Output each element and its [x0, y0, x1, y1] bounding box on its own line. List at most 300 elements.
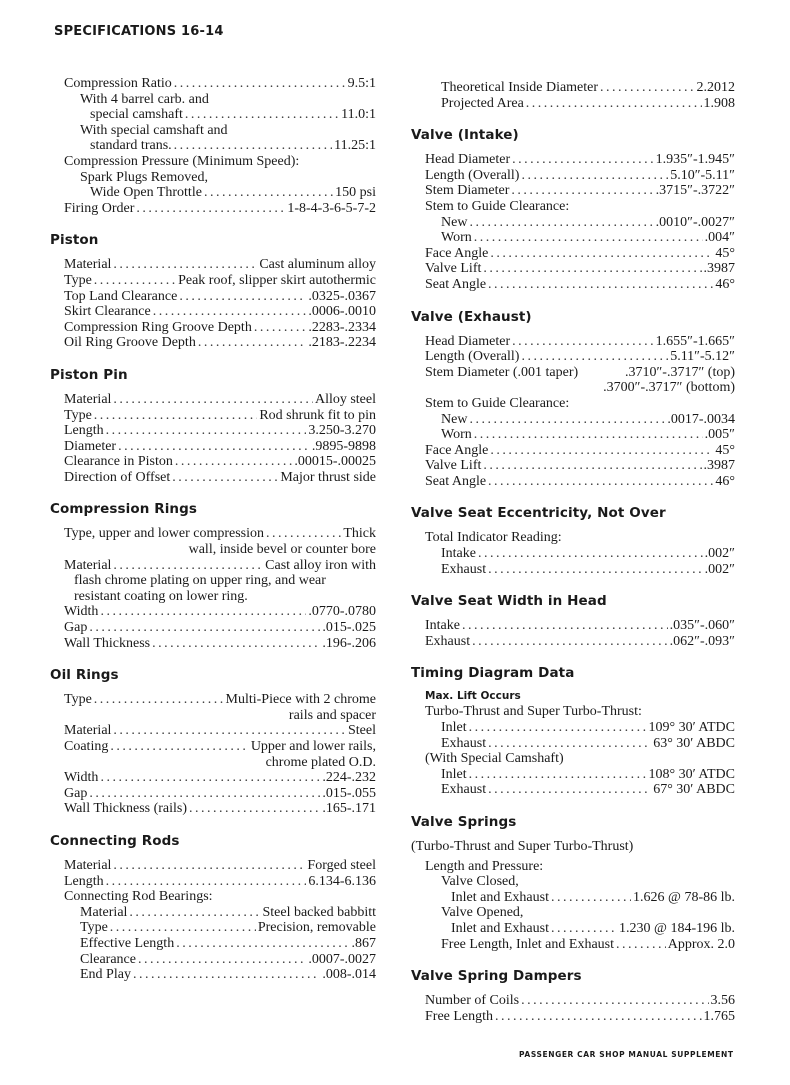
spec-continuation: .3700″-.3717″ (bottom) — [603, 380, 735, 396]
dot-leader — [133, 967, 320, 983]
spec-value: 1.655″-1.665″ — [655, 333, 735, 349]
spec-value: .002″ — [704, 546, 735, 562]
spec-label: Diameter — [64, 438, 117, 454]
spec-row — [411, 874, 735, 890]
spec-row — [50, 92, 376, 108]
spec-value: .0007-.0027 — [308, 951, 376, 967]
dot-leader — [474, 230, 703, 246]
spec-row — [411, 767, 735, 783]
spec-row — [411, 993, 735, 1009]
spec-row — [411, 474, 735, 490]
spec-label: Direction of Offset — [64, 469, 171, 485]
section-valve-springs — [411, 814, 735, 952]
section-connecting-rods — [50, 833, 376, 983]
dot-leader — [488, 782, 651, 798]
spec-value: 5.10″-5.11″ — [670, 167, 735, 183]
dot-leader — [113, 723, 346, 739]
section-title: Valve (Intake) — [411, 127, 519, 144]
dot-leader — [174, 76, 346, 92]
spec-row — [50, 392, 376, 408]
spec-value: .3987 — [703, 458, 735, 474]
dot-leader — [100, 604, 306, 620]
dot-leader — [512, 152, 654, 168]
spec-label: Material — [64, 557, 112, 573]
spec-value: 3.250-3.270 — [308, 423, 376, 439]
spec-row — [50, 905, 376, 921]
spec-row — [411, 80, 735, 96]
dot-leader — [129, 905, 260, 921]
spec-label: Wall Thickness — [64, 635, 151, 651]
spec-value: 108° 30′ ATDC — [648, 766, 735, 782]
section-valve-intake — [411, 127, 735, 292]
dot-leader — [469, 412, 665, 428]
spec-label: Inlet — [441, 766, 467, 782]
spec-label: Inlet — [441, 720, 467, 736]
spec-row — [411, 921, 735, 937]
section-title: Valve Spring Dampers — [411, 968, 582, 985]
spec-value: Upper and lower rails, — [250, 739, 376, 754]
spec-continuation: flash chrome plating on upper ring, and wear — [74, 573, 326, 589]
spec-label: Face Angle — [425, 245, 489, 261]
spec-value: 3.56 — [710, 993, 735, 1009]
spec-label: Worn — [441, 230, 472, 246]
spec-row — [411, 720, 735, 736]
spec-row — [411, 152, 735, 168]
spec-row — [50, 154, 376, 170]
dot-leader — [89, 786, 320, 802]
dot-leader — [106, 874, 307, 890]
spec-row — [411, 96, 735, 112]
spec-value: .0017-.0034 — [667, 411, 735, 427]
spec-label: Length (Overall) — [425, 167, 520, 183]
spec-row — [50, 739, 376, 755]
spec-continuation: resistant coating on lower ring. — [74, 588, 248, 604]
spec-continuation: chrome plated O.D. — [265, 754, 376, 770]
spec-label: Compression Ratio — [64, 76, 172, 91]
section-title: Valve (Exhaust) — [411, 308, 532, 325]
dot-leader — [511, 183, 653, 199]
spec-label: Inlet and Exhaust — [451, 920, 549, 936]
spec-label: Length — [64, 423, 104, 439]
spec-value: .035″-.060″ — [669, 618, 735, 634]
spec-label: Number of Coils — [425, 993, 520, 1009]
spec-value: Multi-Piece with 2 chrome — [225, 692, 376, 708]
dot-leader — [110, 739, 248, 755]
spec-value: .224-.232 — [322, 770, 376, 786]
dot-leader — [462, 618, 668, 634]
spec-row — [50, 770, 376, 786]
spec-value: 45° — [715, 442, 735, 458]
spec-value: .0325-.0367 — [308, 288, 376, 304]
section-title: Valve Seat Eccentricity, Not Over — [411, 505, 666, 522]
spec-row — [411, 782, 735, 798]
spec-value: .3715″-.3722″ — [655, 183, 735, 199]
dot-leader — [469, 767, 647, 783]
dot-leader — [174, 138, 332, 154]
spec-row — [411, 199, 735, 215]
spec-label: special camshaft — [90, 107, 183, 123]
spec-row — [50, 439, 376, 455]
spec-label: New — [441, 214, 468, 230]
spec-value: Peak roof, slipper skirt autothermic — [178, 272, 376, 288]
spec-value: 46° — [715, 276, 735, 292]
spec-continuation: rails and spacer — [288, 707, 376, 723]
spec-label: Total Indicator Reading: — [425, 530, 562, 546]
section-piston-pin — [50, 367, 376, 486]
spec-label: Firing Order — [64, 200, 135, 216]
spec-row — [411, 365, 735, 381]
spec-row — [50, 526, 376, 542]
dot-leader — [110, 920, 256, 936]
section-subtitle: Max. Lift Occurs — [425, 690, 521, 703]
dot-leader — [483, 261, 701, 277]
spec-row — [411, 751, 735, 767]
dot-leader — [189, 801, 320, 817]
spec-value: .0010″-.0027″ — [655, 214, 735, 230]
spec-value: Approx. 2.0 — [667, 936, 735, 952]
dot-leader — [254, 320, 307, 336]
spec-row — [50, 138, 376, 154]
spec-row — [411, 704, 735, 720]
spec-row — [411, 530, 735, 546]
spec-value: 2.2012 — [696, 80, 735, 95]
spec-value: .2283-.2334 — [308, 319, 376, 335]
section-oil-rings — [50, 667, 376, 817]
spec-label: Intake — [441, 546, 476, 562]
spec-value: .3987 — [703, 261, 735, 277]
dot-leader — [551, 890, 631, 906]
spec-value: .005″ — [704, 427, 735, 443]
spec-label: Width — [64, 770, 99, 786]
spec-label: Stem to Guide Clearance: — [425, 395, 570, 411]
dot-leader — [488, 736, 651, 752]
spec-label: Material — [64, 857, 112, 873]
spec-value: 150 psi — [335, 185, 376, 201]
spec-value: .2183-.2234 — [308, 335, 376, 351]
spec-row — [411, 859, 735, 875]
spec-row — [50, 408, 376, 424]
spec-value: 5.11″-5.12″ — [670, 349, 735, 365]
spec-row — [50, 289, 376, 305]
spec-value: Rod shrunk fit to pin — [259, 407, 376, 423]
section-continued — [411, 80, 735, 111]
dot-leader — [490, 246, 713, 262]
spec-row — [50, 936, 376, 952]
dot-leader — [474, 427, 703, 443]
spec-row — [50, 470, 376, 486]
spec-row — [50, 423, 376, 439]
spec-row — [411, 458, 735, 474]
spec-label: Oil Ring Groove Depth — [64, 335, 196, 351]
dot-leader — [89, 620, 320, 636]
spec-value: Precision, removable — [257, 920, 376, 936]
spec-value: .0006-.0010 — [308, 304, 376, 320]
spec-value: .062″-.093″ — [669, 633, 735, 649]
spec-label: Top Land Clearance — [64, 288, 178, 304]
dot-leader — [488, 562, 703, 578]
spec-value: .196-.206 — [322, 635, 376, 651]
spec-label: Compression Pressure (Minimum Speed): — [64, 153, 300, 169]
dot-leader — [521, 993, 708, 1009]
spec-value: .0770-.0780 — [308, 604, 376, 620]
spec-label: Type — [64, 272, 92, 288]
spec-value: 67° 30′ ABDC — [653, 782, 735, 798]
spec-label: Type — [64, 407, 92, 423]
spec-value: 1.765 — [703, 1008, 735, 1024]
dot-leader — [179, 289, 306, 305]
spec-label: Compression Ring Groove Depth — [64, 319, 252, 335]
spec-label: Stem Diameter (.001 taper) — [425, 364, 579, 380]
spec-value: 1.626 @ 78-86 lb. — [633, 889, 735, 905]
spec-continuation: wall, inside bevel or counter bore — [188, 542, 376, 558]
spec-row — [50, 454, 376, 470]
dot-leader — [488, 277, 713, 293]
spec-row — [50, 335, 376, 351]
dot-leader — [172, 470, 278, 486]
spec-value: .015-.055 — [322, 785, 376, 801]
spec-value: .008-.014 — [322, 967, 376, 983]
spec-row — [50, 76, 376, 92]
spec-row — [50, 858, 376, 874]
spec-label: Gap — [64, 785, 88, 801]
dot-leader — [106, 423, 307, 439]
spec-row — [411, 427, 735, 443]
spec-row — [411, 349, 735, 365]
spec-value: 46° — [715, 473, 735, 489]
dot-leader — [198, 335, 307, 351]
spec-value: 1.935″-1.945″ — [655, 152, 735, 168]
dot-leader — [113, 257, 257, 273]
spec-value: Alloy steel — [314, 391, 376, 407]
spec-label: Inlet and Exhaust — [451, 889, 549, 905]
spec-label: Effective Length — [80, 935, 175, 951]
spec-label: Intake — [425, 618, 460, 634]
section-valve-exhaust — [411, 309, 735, 490]
spec-value: .9895-9898 — [311, 438, 376, 454]
spec-label: Head Diameter — [425, 152, 511, 168]
spec-value: .002″ — [704, 561, 735, 577]
spec-value: Steel — [348, 723, 376, 739]
spec-value: 109° 30′ ATDC — [648, 720, 735, 736]
spec-row — [50, 952, 376, 968]
spec-row — [50, 201, 376, 217]
spec-value: 1.908 — [703, 95, 735, 111]
spec-row — [50, 273, 376, 289]
spec-row — [411, 396, 735, 412]
dot-leader — [113, 558, 263, 574]
section-valve-seat-eccentricity-not-over — [411, 505, 735, 577]
spec-row — [50, 967, 376, 983]
spec-label: Free Length — [425, 1008, 494, 1024]
spec-label: Type — [80, 920, 108, 936]
spec-label: Connecting Rod Bearings: — [64, 889, 213, 905]
left-column — [50, 76, 376, 999]
spec-label: Type, upper and lower compression — [64, 526, 265, 542]
spec-label: With special camshaft and — [80, 122, 228, 138]
dot-leader — [495, 1009, 701, 1025]
spec-label: Valve Opened, — [441, 905, 524, 921]
spec-value: 11.0:1 — [341, 107, 376, 123]
spec-value: Steel backed babbitt — [262, 904, 376, 920]
spec-row — [50, 620, 376, 636]
spec-row — [411, 937, 735, 953]
dot-leader — [118, 439, 310, 455]
spec-row — [50, 920, 376, 936]
dot-leader — [94, 273, 176, 289]
spec-row — [411, 546, 735, 562]
spec-label: Spark Plugs Removed, — [80, 169, 208, 185]
spec-row — [411, 277, 735, 293]
section-timing-diagram-data — [411, 665, 735, 798]
spec-row — [411, 246, 735, 262]
section-title: Valve Springs — [411, 814, 517, 830]
dot-leader — [94, 692, 224, 708]
spec-row — [411, 1009, 735, 1025]
dot-leader — [488, 474, 713, 490]
dot-leader — [478, 546, 703, 562]
spec-row — [50, 636, 376, 652]
spec-label: Face Angle — [425, 442, 489, 458]
section-valve-seat-width-in-head — [411, 593, 735, 649]
spec-row — [411, 261, 735, 277]
spec-label: Valve Lift — [425, 261, 482, 277]
spec-value: 6.134-6.136 — [308, 873, 376, 889]
spec-label: Exhaust — [441, 561, 487, 577]
section-title: Timing Diagram Data — [411, 665, 575, 682]
spec-row — [411, 334, 735, 350]
spec-value: 45° — [715, 245, 735, 261]
spec-label: Material — [64, 257, 112, 273]
dot-leader — [204, 185, 333, 201]
spec-row — [50, 889, 376, 905]
spec-label: Free Length, Inlet and Exhaust — [441, 936, 615, 952]
dot-leader — [136, 201, 285, 217]
spec-label: Valve Closed, — [441, 874, 519, 890]
dot-leader — [616, 937, 666, 953]
section-title: Connecting Rods — [50, 832, 180, 849]
dot-leader — [176, 936, 349, 952]
spec-label: Stem Diameter — [425, 183, 510, 199]
dot-leader — [521, 168, 668, 184]
spec-row — [411, 412, 735, 428]
spec-label: Width — [64, 604, 99, 620]
page-header: SPECIFICATIONS 16-14 — [54, 24, 224, 39]
spec-label: Length (Overall) — [425, 349, 520, 365]
spec-row — [50, 801, 376, 817]
spec-label: Seat Angle — [425, 276, 487, 292]
spec-label: Wall Thickness (rails) — [64, 801, 188, 817]
dot-leader — [138, 952, 306, 968]
spec-label: standard trans. — [90, 138, 172, 154]
dot-leader — [521, 349, 668, 365]
spec-row — [411, 890, 735, 906]
dot-leader — [512, 334, 654, 350]
dot-leader — [152, 636, 320, 652]
spec-value: .165-.171 — [322, 801, 376, 817]
spec-value: Thick — [343, 526, 376, 542]
spec-label: With 4 barrel carb. and — [80, 91, 209, 107]
section-title: Oil Rings — [50, 667, 119, 684]
section-title: Piston Pin — [50, 366, 128, 383]
spec-label: New — [441, 411, 468, 427]
spec-label: Material — [64, 391, 112, 407]
spec-label: Type — [64, 692, 92, 708]
dot-leader — [469, 215, 653, 231]
spec-label: Wide Open Throttle — [90, 185, 202, 201]
spec-row — [50, 320, 376, 336]
spec-label: (With Special Camshaft) — [425, 751, 564, 767]
dot-leader — [94, 408, 258, 424]
spec-value: .867 — [351, 935, 376, 951]
spec-row — [411, 230, 735, 246]
spec-row — [50, 185, 376, 201]
spec-row — [50, 786, 376, 802]
spec-label: End Play — [80, 967, 131, 983]
spec-value: .004″ — [704, 230, 735, 246]
spec-row — [50, 123, 376, 139]
spec-row — [411, 618, 735, 634]
section-title: Piston — [50, 232, 99, 249]
spec-label: Clearance in Piston — [64, 454, 173, 470]
spec-value: Cast alloy iron with — [265, 557, 376, 573]
spec-row — [50, 692, 376, 708]
spec-label: Valve Lift — [425, 458, 482, 474]
section-continued — [50, 76, 376, 216]
right-column — [411, 80, 735, 1040]
spec-value: Major thrust side — [280, 469, 376, 485]
spec-value: .00015-.00025 — [294, 454, 376, 470]
spec-row — [411, 215, 735, 231]
spec-row — [50, 723, 376, 739]
spec-label: Seat Angle — [425, 473, 487, 489]
spec-value: 1-8-4-3-6-5-7-2 — [287, 200, 376, 216]
spec-row — [50, 257, 376, 273]
spec-label: Theoretical Inside Diameter — [441, 80, 599, 95]
spec-row — [50, 107, 376, 123]
dot-leader — [185, 107, 339, 123]
spec-row — [50, 604, 376, 620]
dot-leader — [175, 454, 292, 470]
dot-leader — [490, 443, 713, 459]
spec-label: Clearance — [80, 951, 136, 967]
spec-label: Stem to Guide Clearance: — [425, 198, 570, 214]
spec-row — [411, 634, 735, 650]
section-title: Valve Seat Width in Head — [411, 593, 607, 610]
dot-leader — [113, 858, 305, 874]
dot-leader — [153, 304, 307, 320]
dot-leader — [100, 770, 320, 786]
spec-row — [411, 183, 735, 199]
dot-leader — [472, 634, 668, 650]
page-footer: PASSENGER CAR SHOP MANUAL SUPPLEMENT — [519, 1050, 734, 1059]
spec-row — [411, 736, 735, 752]
spec-value: 1.230 @ 184-196 lb. — [619, 920, 735, 936]
spec-row — [50, 304, 376, 320]
spec-label: Material — [64, 723, 112, 739]
spec-label: Worn — [441, 427, 472, 443]
dot-leader — [266, 526, 341, 542]
spec-label: Skirt Clearance — [64, 304, 151, 320]
spec-row — [411, 168, 735, 184]
spec-row — [50, 874, 376, 890]
spec-row — [411, 839, 735, 855]
spec-value: Forged steel — [307, 857, 376, 873]
dot-leader — [483, 458, 701, 474]
section-valve-spring-dampers — [411, 968, 735, 1024]
spec-label: Coating — [64, 739, 109, 754]
spec-label: Length and Pressure: — [425, 858, 544, 874]
dot-leader — [551, 921, 617, 937]
